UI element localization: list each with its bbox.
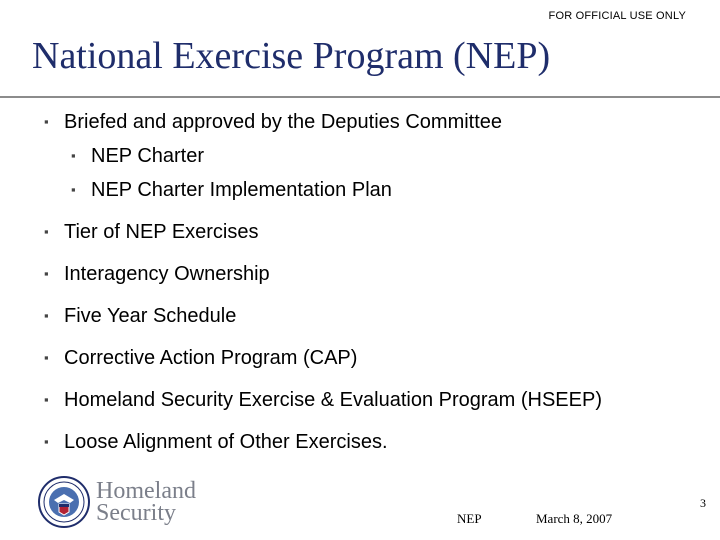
square-bullet-icon: ▪: [71, 182, 76, 197]
bullet-text: Interagency Ownership: [64, 263, 270, 285]
square-bullet-icon: ▪: [44, 266, 49, 281]
bullet-text: Loose Alignment of Other Exercises.: [64, 431, 388, 453]
sub-bullet-item: [71, 144, 704, 168]
sub-bullet-text: NEP Charter: [91, 145, 205, 167]
square-bullet-icon: ▪: [44, 308, 49, 323]
bullet-item: [44, 388, 704, 412]
square-bullet-icon: ▪: [44, 350, 49, 365]
bullet-item: [44, 430, 704, 454]
logo-text-line2: Security: [96, 500, 176, 526]
title-divider: [0, 96, 720, 98]
bullet-text: Corrective Action Program (CAP): [64, 347, 358, 369]
bullet-text: Tier of NEP Exercises: [64, 221, 259, 243]
bullet-item: [44, 110, 704, 134]
sub-bullet-item: [71, 178, 704, 202]
logo-text-line1: Homeland: [96, 478, 196, 504]
square-bullet-icon: ▪: [44, 114, 49, 129]
classification-marking: FOR OFFICIAL USE ONLY: [548, 10, 686, 22]
page-number: 3: [700, 496, 706, 510]
bullet-text: Briefed and approved by the Deputies Committee: [64, 111, 503, 133]
square-bullet-icon: ▪: [44, 434, 49, 449]
bullet-text: Homeland Security Exercise & Evaluation Program (HSEEP): [64, 389, 602, 411]
bullet-item: [44, 304, 704, 328]
sub-bullet-text: NEP Charter Implementation Plan: [91, 179, 392, 201]
bullet-item: [44, 220, 704, 244]
bullet-list: [44, 110, 704, 454]
bullet-text: Five Year Schedule: [64, 305, 237, 327]
square-bullet-icon: ▪: [44, 392, 49, 407]
homeland-security-logo: [38, 476, 196, 528]
footer-date: March 8, 2007: [536, 511, 613, 526]
footer-label: NEP: [457, 511, 482, 526]
square-bullet-icon: ▪: [71, 148, 76, 163]
square-bullet-icon: ▪: [44, 224, 49, 239]
bullet-item: [44, 346, 704, 370]
dhs-seal-icon: [38, 476, 90, 528]
bullet-item: [44, 262, 704, 286]
slide-title: National Exercise Program (NEP): [32, 35, 551, 77]
